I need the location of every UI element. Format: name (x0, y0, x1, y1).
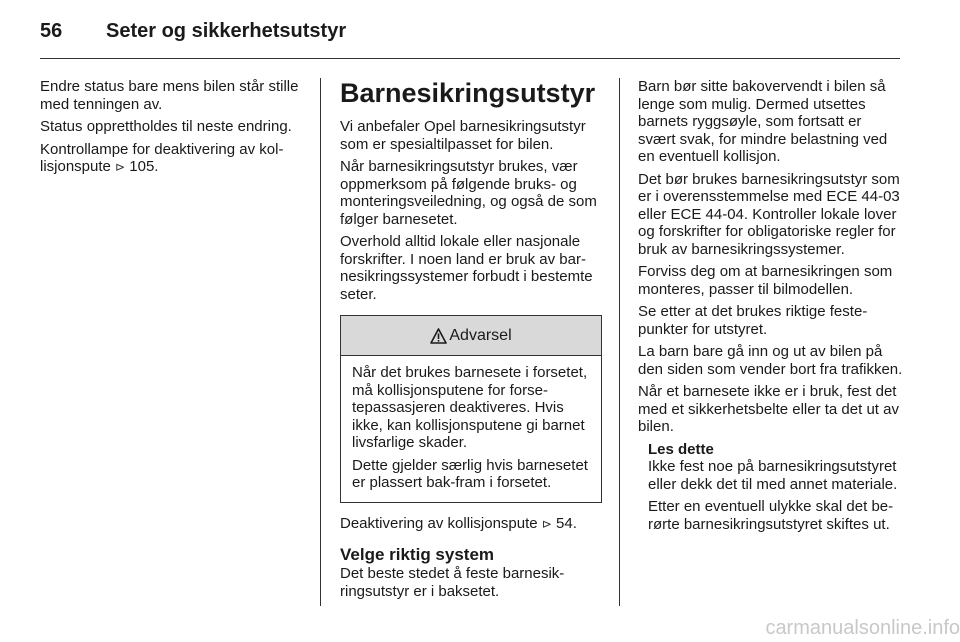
page-ref-link[interactable]: 105. (129, 158, 159, 175)
paragraph: Forviss deg om at barnesikringen som monteres, passer til bilmodellen. (638, 263, 893, 298)
warning-box (340, 315, 602, 503)
column-right (638, 78, 903, 538)
paragraph: Det beste stedet å feste barnesikringsutstyr er i baksetet. (340, 565, 565, 600)
warning-text: Dette gjelder særlig hvis barnesetet er plassert bak-fram i forsetet. (352, 456, 588, 491)
page-ref-link[interactable]: 54. (556, 514, 577, 532)
paragraph-text: Deaktivering av kollisjonspute (340, 514, 542, 532)
paragraph-text: Kontrollampe for deaktivering av kollisjonspute (40, 140, 284, 175)
paragraph: Barn bør sitte bakovervendt i bilen så lenge som mulig. Dermed utsettes barnets ryggsøyle, som fortsatt er svært svak, for mindre belastning ved en eventuell kollisjon. (638, 78, 888, 165)
page-header (40, 20, 346, 43)
subsection-heading: Velge riktig system (340, 545, 495, 564)
paragraph: Det bør brukes barnesikringsutstyr som er i overensstemmelse med ECE 44-03 eller ECE 44-04. Kontroller lokale lover og forskrifter for obligatoriske regler for bruk av barnesikringssystemer. (638, 170, 900, 258)
paragraph: Overhold alltid lokale eller nasjonale forskrifter. I noen land er bruk av barnesikringssystemer forbudt i bestemte seter. (340, 233, 593, 303)
note-text: Ikke fest noe på barnesikringsutstyret eller dekk det til med annet materiale. (648, 458, 898, 493)
column-middle (340, 78, 602, 605)
note-block (638, 441, 903, 534)
paragraph (340, 515, 602, 534)
paragraph: Se etter at det brukes riktige festepunkter for utstyret. (638, 303, 868, 338)
paragraph: Når barnesikringsutstyr brukes, vær oppmerksom på følgende bruks- og monteringsveiledning, og også de som følger barnesetet. (340, 158, 597, 228)
column-left (40, 78, 302, 182)
paragraph: Endre status bare mens bilen står stille med tenningen av. (40, 78, 299, 113)
page-ref-arrow-icon: ⊳ (115, 160, 126, 174)
header-rule (40, 58, 900, 59)
warning-title: Advarsel (449, 326, 512, 344)
paragraph (40, 141, 302, 177)
section-heading: Barnesikringsutstyr (340, 78, 596, 108)
warning-triangle-icon (430, 328, 447, 344)
page-ref-arrow-icon: ⊳ (541, 516, 552, 531)
paragraph: La barn bare gå inn og ut av bilen på den siden som vender bort fra trafikken. (638, 343, 903, 378)
watermark: carmanualsonline.info (765, 617, 960, 639)
column-divider (320, 78, 321, 606)
note-text: Etter en eventuell ulykke skal det berørte barnesikringsutstyret skiftes ut. (648, 498, 894, 533)
page-number: 56 (40, 20, 63, 42)
chapter-title: Seter og sikkerhetsutstyr (106, 20, 347, 42)
paragraph: Vi anbefaler Opel barnesikringsutstyr som er spesialtilpasset for bilen. (340, 118, 586, 153)
column-divider (619, 78, 620, 606)
paragraph: Når et barnesete ikke er i bruk, fest det med et sikkerhetsbelte eller ta det ut av bilen. (638, 383, 899, 435)
warning-header (341, 316, 601, 356)
warning-body (341, 356, 601, 502)
warning-text: Når det brukes barnesete i forsetet, må kollisjonsputene for forsetepassasjeren deaktiveres. Hvis ikke, kan kollisjonsputene gi barnet livsfarlige skader. (352, 364, 588, 451)
paragraph: Status opprettholdes til neste endring. (40, 118, 292, 135)
note-title: Les dette (648, 440, 714, 458)
